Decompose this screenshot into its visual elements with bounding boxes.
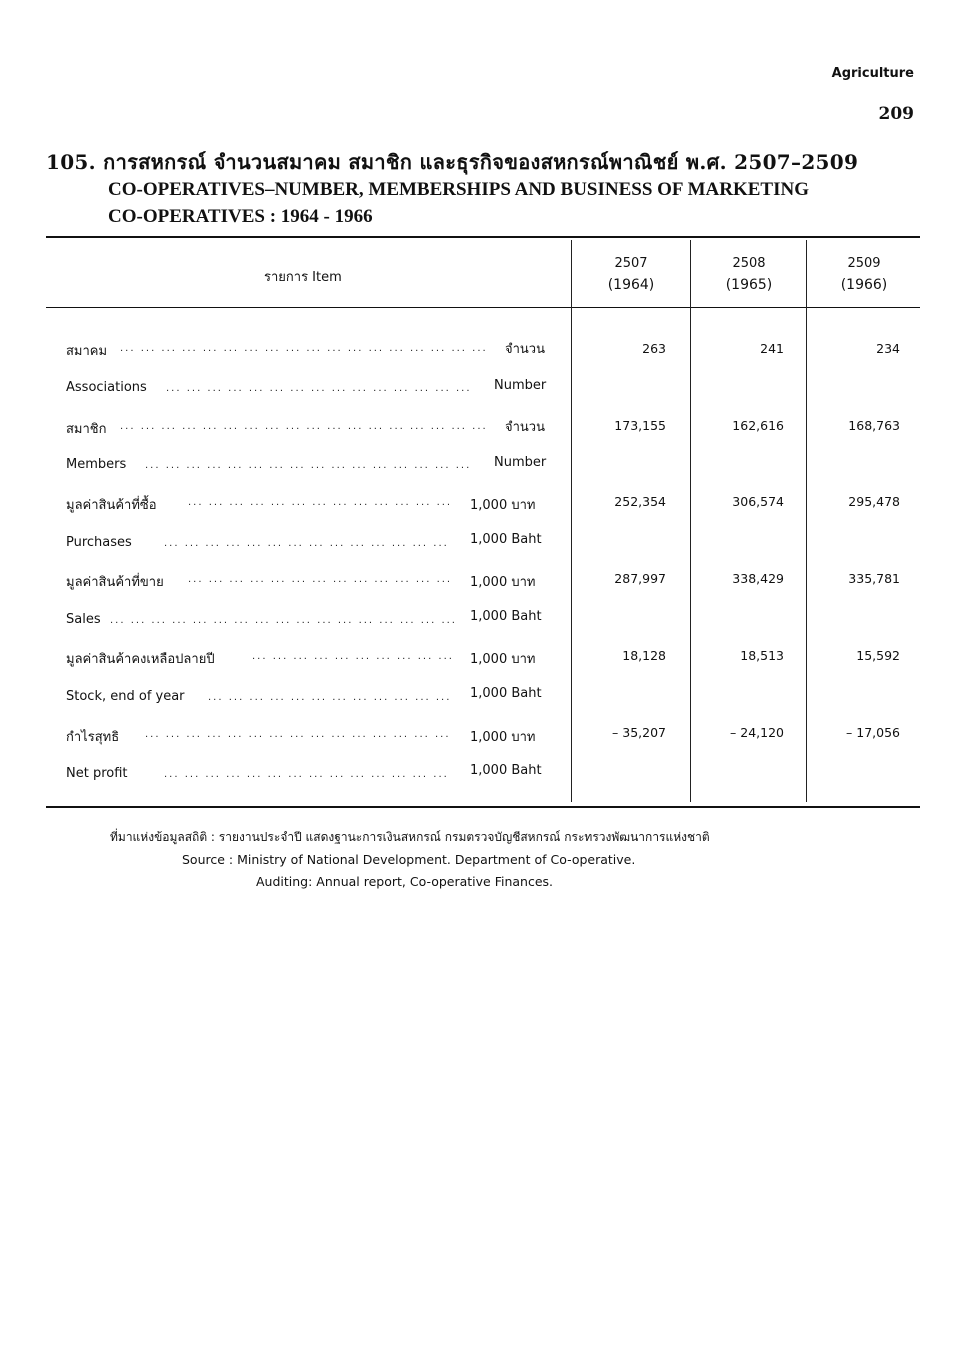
row-unit-thai: 1,000 บาท: [470, 575, 536, 590]
row-unit-english: Number: [494, 455, 547, 470]
column-divider-2: [690, 240, 691, 802]
row-unit-thai: จำนวน: [505, 342, 545, 357]
value-cell: – 24,120: [730, 725, 784, 740]
row-unit-english: Number: [494, 378, 547, 393]
section-label: Agriculture: [831, 66, 914, 81]
value-cell: 162,616: [732, 418, 784, 433]
leader-dots: ... ... ... ... ... ... ... ... ... ... ... ... ... ... ... ... ... ...: [120, 343, 488, 354]
value-cell: 306,574: [732, 494, 784, 509]
row-label-english: Sales: [66, 612, 101, 627]
value-cell: 287,997: [614, 571, 666, 586]
row-unit-english: 1,000 Baht: [470, 763, 542, 778]
row-unit-english: 1,000 Baht: [470, 609, 542, 624]
leader-dots: ... ... ... ... ... ... ... ... ... ... ... ... ... ... ...: [166, 383, 472, 394]
row-label-thai: มูลค่าสินค้าที่ขาย: [66, 575, 164, 590]
year-header-be: 2507: [614, 256, 648, 271]
value-cell: 18,513: [740, 648, 784, 663]
value-cell: – 35,207: [612, 725, 666, 740]
row-label-english: Purchases: [66, 535, 132, 550]
value-cell: 234: [876, 341, 900, 356]
row-label-thai: กำไรสุทธิ: [66, 730, 120, 745]
table-header-rule: [46, 307, 920, 308]
row-unit-thai: 1,000 บาท: [470, 652, 536, 667]
year-header-be: 2508: [732, 256, 766, 271]
row-label-english: Net profit: [66, 766, 128, 781]
table-bottom-rule: [46, 806, 920, 808]
leader-dots: ... ... ... ... ... ... ... ... ... ...: [252, 651, 454, 662]
leader-dots: ... ... ... ... ... ... ... ... ... ... ... ... ...: [188, 497, 453, 508]
item-column-header: รายการ Item: [264, 270, 342, 285]
value-cell: 295,478: [848, 494, 900, 509]
value-cell: – 17,056: [846, 725, 900, 740]
value-cell: 338,429: [732, 571, 784, 586]
row-label-english: Associations: [66, 380, 147, 395]
value-cell: 252,354: [614, 494, 666, 509]
row-label-thai: สมาชิก: [66, 422, 107, 437]
row-label-english: Members: [66, 457, 127, 472]
value-cell: 15,592: [856, 648, 900, 663]
year-header-be: 2509: [847, 256, 881, 271]
row-unit-english: 1,000 Baht: [470, 532, 542, 547]
source-note-english-continued: Auditing: Annual report, Co-operative Finances.: [256, 874, 554, 889]
leader-dots: ... ... ... ... ... ... ... ... ... ... ... ... ...: [188, 574, 453, 585]
year-header-ce: (1965): [725, 277, 773, 293]
row-label-thai: มูลค่าสินค้าคงเหลือปลายปี: [66, 652, 215, 667]
leader-dots: ... ... ... ... ... ... ... ... ... ... ... ...: [208, 692, 452, 703]
value-cell: 18,128: [622, 648, 666, 663]
year-header-ce: (1966): [840, 277, 888, 293]
source-note-thai: ที่มาแห่งข้อมูลสถิติ : รายงานประจำปี แสดงฐานะการเงินสหกรณ์ กรมตรวจบัญชีสหกรณ์ กระทรวงพัฒนาการแห่งชาติ: [110, 830, 710, 844]
leader-dots: ... ... ... ... ... ... ... ... ... ... ... ... ... ... ... ...: [145, 460, 472, 471]
row-unit-thai: จำนวน: [505, 420, 545, 435]
table-top-rule: [46, 236, 920, 238]
page-number: 209: [878, 104, 914, 124]
row-unit-english: 1,000 Baht: [470, 686, 542, 701]
leader-dots: ... ... ... ... ... ... ... ... ... ... ... ... ... ...: [164, 769, 449, 780]
row-label-thai: มูลค่าสินค้าที่ซื้อ: [66, 498, 157, 513]
source-note-english: Source : Ministry of National Development. Department of Co-operative.: [182, 852, 636, 867]
row-label-english: Stock, end of year: [66, 689, 185, 704]
value-cell: 335,781: [848, 571, 900, 586]
value-cell: 168,763: [848, 418, 900, 433]
value-cell: 241: [760, 341, 784, 356]
leader-dots: ... ... ... ... ... ... ... ... ... ... ... ... ... ...: [164, 538, 449, 549]
row-unit-thai: 1,000 บาท: [470, 498, 536, 513]
table-title-english-line2: CO-OPERATIVES : 1964 - 1966: [108, 206, 373, 227]
leader-dots: ... ... ... ... ... ... ... ... ... ... ... ... ... ... ... ... ... ...: [120, 421, 488, 432]
value-cell: 263: [642, 341, 666, 356]
column-divider-3: [806, 240, 807, 802]
value-cell: 173,155: [614, 418, 666, 433]
row-unit-thai: 1,000 บาท: [470, 730, 536, 745]
column-divider-1: [571, 240, 572, 802]
table-title-thai: 105. การสหกรณ์ จำนวนสมาคม สมาชิก และธุรกิจของสหกรณ์พาณิชย์ พ.ศ. 2507–2509: [46, 150, 859, 174]
table-title-english-line1: CO-OPERATIVES–NUMBER, MEMBERSHIPS AND BUSINESS OF MARKETING: [108, 179, 809, 200]
row-label-thai: สมาคม: [66, 344, 108, 359]
year-header-ce: (1964): [607, 277, 655, 293]
leader-dots: ... ... ... ... ... ... ... ... ... ... ... ... ... ... ... ... ...: [110, 615, 457, 626]
leader-dots: ... ... ... ... ... ... ... ... ... ... ... ... ... ... ...: [145, 729, 451, 740]
